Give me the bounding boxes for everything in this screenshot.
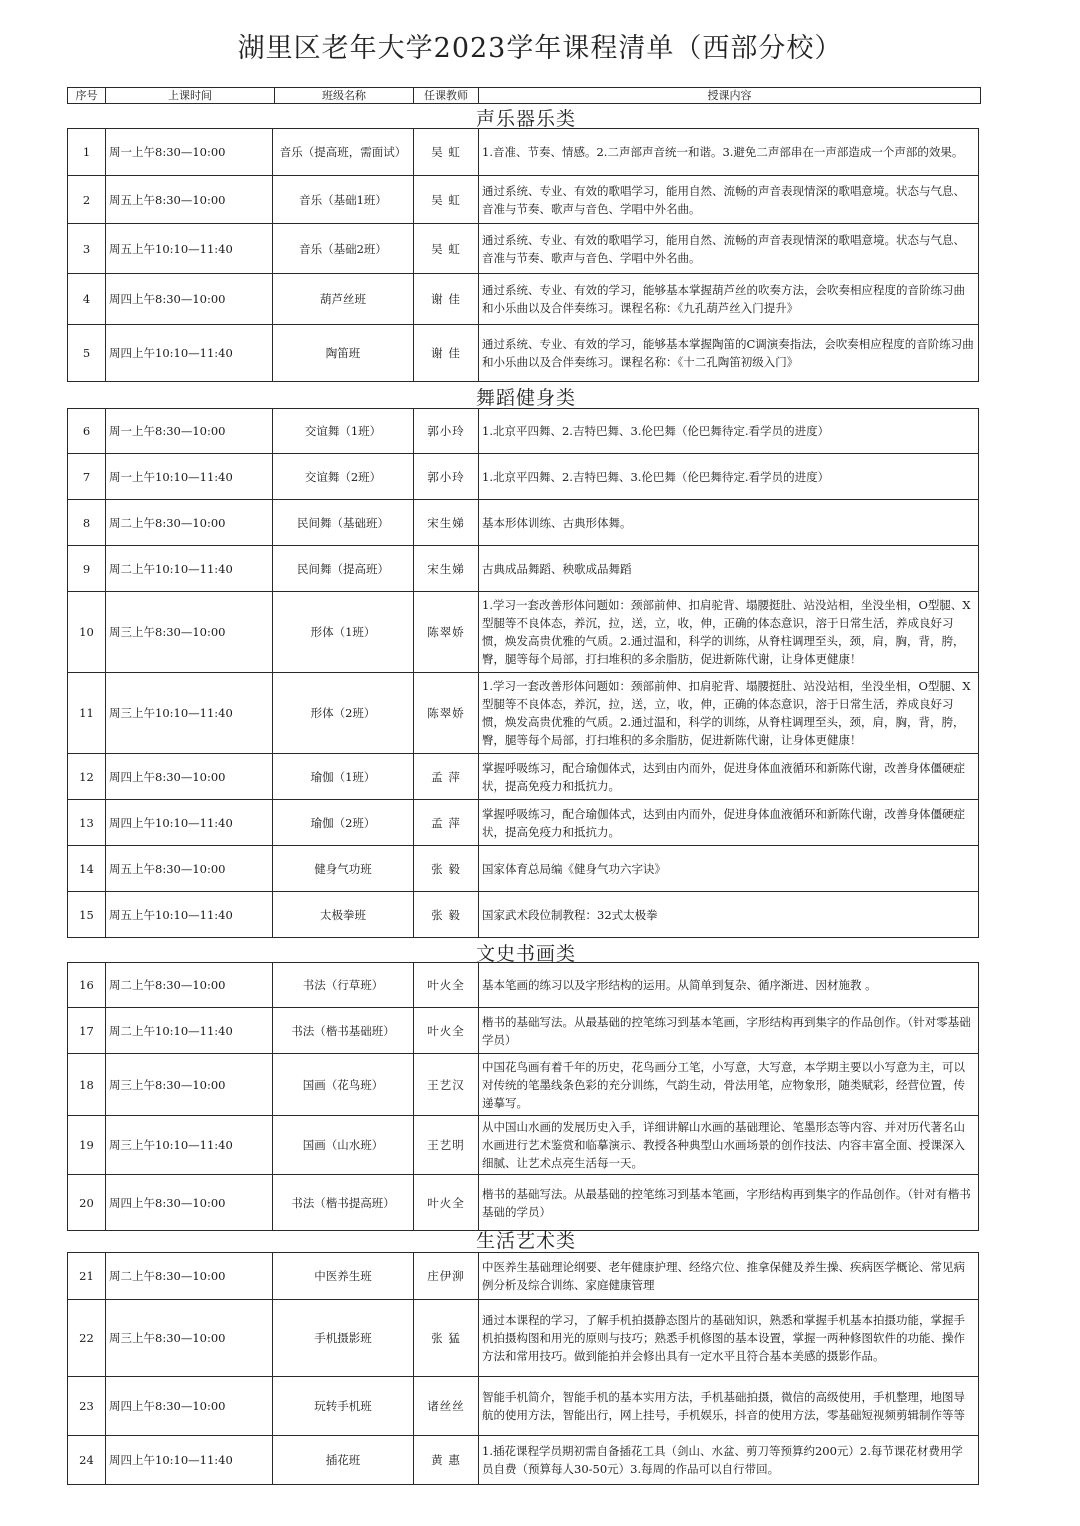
row-teacher: 宋生娣 [414,500,479,546]
row-teacher: 庄伊泖 [414,1253,479,1300]
row-content: 1.北京平四舞、2.吉特巴舞、3.伦巴舞（伦巴舞待定.看学员的进度） [479,454,979,500]
row-time: 周四上午8:30—10:00 [106,754,273,800]
row-class: 民间舞（提高班） [273,546,414,592]
row-teacher: 张 毅 [414,892,479,938]
row-content: 智能手机简介，智能手机的基本实用方法，手机基础拍摄，微信的高级使用，手机整理，地图导航的使用方法，智能出行，网上挂号，手机娱乐，抖音的使用方法，零基础短视频剪辑制作等等 [479,1377,979,1436]
header-content: 授课内容 [479,88,981,104]
table-row [68,176,979,224]
row-teacher: 张 猛 [414,1300,479,1377]
row-content: 基本笔画的练习以及字形结构的运用。从简单到复杂、循序渐进、因材施教 。 [479,963,979,1008]
row-class: 书法（行草班） [273,963,414,1008]
row-time: 周五上午10:10—11:40 [106,892,273,938]
row-content: 楷书的基础写法。从最基础的控笔练习到基本笔画，字形结构再到集字的作品创作。（针对零基础学员） [479,1008,979,1054]
section-title: 生活艺术类 [475,1230,576,1252]
row-content: 中国花鸟画有着千年的历史，花鸟画分工笔，小写意，大写意，本学期主要以小写意为主，可以对传统的笔墨线条色彩的充分训练，气韵生动，骨法用笔，应物象形，随类赋彩，经营位置，传递摹写。 [479,1054,979,1116]
row-class: 中医养生班 [273,1253,414,1300]
section-table [67,128,979,382]
section-table [67,1252,979,1485]
table-row [68,409,979,454]
table-row [68,1116,979,1175]
row-no: 20 [68,1175,106,1231]
table-row [68,754,979,800]
row-time: 周五上午8:30—10:00 [106,176,273,224]
table-row [68,592,979,673]
row-content: 通过本课程的学习，了解手机拍摄静态图片的基础知识，熟悉和掌握手机基本拍摄功能，掌握手机拍摄构图和用光的原则与技巧；熟悉手机修图的基本设置，掌握一两种修图软件的功能、操作方法和常用技巧。做到能拍并会修出具有一定水平且符合基本美感的摄影作品。 [479,1300,979,1377]
row-no: 6 [68,409,106,454]
row-teacher: 吴 虹 [414,129,479,176]
row-no: 18 [68,1054,106,1116]
row-no: 16 [68,963,106,1008]
header-table [67,87,981,104]
row-no: 5 [68,325,106,382]
row-no: 3 [68,224,106,274]
row-teacher: 吴 虹 [414,176,479,224]
row-time: 周五上午8:30—10:00 [106,846,273,892]
row-content: 通过系统、专业、有效的学习，能够基本掌握葫芦丝的吹奏方法，会吹奏相应程度的音阶练习曲和小乐曲以及合伴奏练习。课程名称：《九孔葫芦丝入门提升》 [479,274,979,325]
row-class: 交谊舞（2班） [273,454,414,500]
row-no: 21 [68,1253,106,1300]
table-row [68,325,979,382]
row-time: 周三上午8:30—10:00 [106,592,273,673]
row-teacher: 谢 佳 [414,325,479,382]
row-time: 周一上午8:30—10:00 [106,409,273,454]
row-time: 周五上午10:10—11:40 [106,224,273,274]
row-class: 手机摄影班 [273,1300,414,1377]
row-content: 从中国山水画的发展历史入手，详细讲解山水画的基础理论、笔墨形态等内容、并对历代著名山水画进行艺术鉴赏和临摹演示、教授各种典型山水画场景的创作技法、内容丰富全面、授课深入细腻、让艺术点亮生活每一天。 [479,1116,979,1175]
row-teacher: 王艺汉 [414,1054,479,1116]
row-time: 周三上午10:10—11:40 [106,1116,273,1175]
row-class: 书法（楷书提高班） [273,1175,414,1231]
header-row [68,88,981,104]
row-teacher: 叶火全 [414,963,479,1008]
row-class: 瑜伽（2班） [273,800,414,846]
row-class: 音乐（基础2班） [273,224,414,274]
row-time: 周二上午8:30—10:00 [106,1253,273,1300]
row-teacher: 宋生娣 [414,546,479,592]
row-content: 楷书的基础写法。从最基础的控笔练习到基本笔画，字形结构再到集字的作品创作。（针对有楷书基础的学员） [479,1175,979,1231]
table-row [68,1300,979,1377]
row-no: 14 [68,846,106,892]
row-no: 8 [68,500,106,546]
table-row [68,1377,979,1436]
row-time: 周四上午10:10—11:40 [106,800,273,846]
row-class: 国画（花鸟班） [273,1054,414,1116]
row-class: 插花班 [273,1436,414,1485]
row-time: 周二上午10:10—11:40 [106,1008,273,1054]
row-no: 12 [68,754,106,800]
section-title: 舞蹈健身类 [475,387,576,409]
row-class: 健身气功班 [273,846,414,892]
section-table [67,408,979,938]
header-teacher: 任课教师 [414,88,479,104]
table-row [68,892,979,938]
table-row [68,274,979,325]
row-time: 周四上午8:30—10:00 [106,274,273,325]
table-row [68,224,979,274]
row-no: 17 [68,1008,106,1054]
row-time: 周一上午10:10—11:40 [106,454,273,500]
row-no: 23 [68,1377,106,1436]
row-teacher: 吴 虹 [414,224,479,274]
table-row [68,546,979,592]
row-teacher: 黄 惠 [414,1436,479,1485]
row-content: 1.插花课程学员期初需自备插花工具（剑山、水盆、剪刀等预算约200元）2.每节课花材费用学员自费（预算每人30-50元）3.每周的作品可以自行带回。 [479,1436,979,1485]
row-time: 周一上午8:30—10:00 [106,129,273,176]
table-row [68,1008,979,1054]
row-teacher: 郭小玲 [414,454,479,500]
row-no: 10 [68,592,106,673]
row-class: 形体（1班） [273,592,414,673]
row-class: 音乐（提高班，需面试） [273,129,414,176]
row-time: 周二上午8:30—10:00 [106,500,273,546]
table-row [68,1175,979,1231]
row-content: 国家体育总局编《健身气功六字诀》 [479,846,979,892]
row-class: 玩转手机班 [273,1377,414,1436]
row-content: 中医养生基础理论纲要、老年健康护理、经络穴位、推拿保健及养生操、疾病医学概论、常见病例分析及综合训练、家庭健康管理 [479,1253,979,1300]
header-time: 上课时间 [106,88,275,104]
row-no: 24 [68,1436,106,1485]
row-time: 周三上午8:30—10:00 [106,1054,273,1116]
row-no: 19 [68,1116,106,1175]
row-time: 周四上午8:30—10:00 [106,1377,273,1436]
row-no: 9 [68,546,106,592]
row-content: 1.音准、节奏、情感。2.二声部声音统一和谐。3.避免二声部串在一声部造成一个声部的效果。 [479,129,979,176]
table-row [68,129,979,176]
row-teacher: 陈翠娇 [414,592,479,673]
row-content: 通过系统、专业、有效的学习，能够基本掌握陶笛的C调演奏指法，会吹奏相应程度的音阶练习曲和小乐曲以及合伴奏练习。课程名称：《十二孔陶笛初级入门》 [479,325,979,382]
row-teacher: 陈翠娇 [414,673,479,754]
row-time: 周四上午8:30—10:00 [106,1175,273,1231]
row-content: 1.学习一套改善形体问题如：颈部前伸、扣肩驼背、塌腰挺肚、站没站相，坐没坐相，O型腿、X型腿等不良体态，养沉，拉，送，立，收，伸，正确的体态意识，溶于日常生活，养成良好习惯，焕发高贵优雅的气质。2.通过温和，科学的训练，从脊柱调理至头，颈，肩，胸，背，胯，臀，腿等每个局部，打扫堆积的多余脂肪，促进新陈代谢，让身体更健康！ [479,673,979,754]
row-time: 周二上午8:30—10:00 [106,963,273,1008]
row-content: 古典成品舞蹈、秧歌成品舞蹈 [479,546,979,592]
table-row [68,963,979,1008]
table-row [68,800,979,846]
row-class: 瑜伽（1班） [273,754,414,800]
table-row [68,1253,979,1300]
header-no: 序号 [68,88,106,104]
row-no: 2 [68,176,106,224]
table-row [68,846,979,892]
row-time: 周三上午8:30—10:00 [106,1300,273,1377]
row-content: 1.学习一套改善形体问题如：颈部前伸、扣肩驼背、塌腰挺肚、站没站相，坐没坐相，O型腿、X型腿等不良体态，养沉，拉，送，立，收，伸，正确的体态意识，溶于日常生活，养成良好习惯，焕发高贵优雅的气质。2.通过温和，科学的训练，从脊柱调理至头，颈，肩，胸，背，胯，臀，腿等每个局部，打扫堆积的多余脂肪，促进新陈代谢，让身体更健康！ [479,592,979,673]
row-content: 掌握呼吸练习，配合瑜伽体式，达到由内而外，促进身体血液循环和新陈代谢，改善身体僵硬症状，提高免疫力和抵抗力。 [479,800,979,846]
table-row [68,454,979,500]
page-title: 湖里区老年大学2023学年课程清单（西部分校） [237,33,843,64]
row-teacher: 诸丝丝 [414,1377,479,1436]
row-content: 基本形体训练、古典形体舞。 [479,500,979,546]
row-content: 掌握呼吸练习，配合瑜伽体式，达到由内而外，促进身体血液循环和新陈代谢，改善身体僵硬症状，提高免疫力和抵抗力。 [479,754,979,800]
row-time: 周二上午10:10—11:40 [106,546,273,592]
row-no: 15 [68,892,106,938]
section-title: 文史书画类 [475,943,576,965]
row-teacher: 郭小玲 [414,409,479,454]
row-teacher: 谢 佳 [414,274,479,325]
row-no: 1 [68,129,106,176]
row-class: 书法（楷书基础班） [273,1008,414,1054]
row-teacher: 王艺明 [414,1116,479,1175]
table-row [68,500,979,546]
section-title: 声乐器乐类 [475,108,576,130]
table-row [68,673,979,754]
row-teacher: 孟 萍 [414,800,479,846]
row-no: 13 [68,800,106,846]
table-row [68,1054,979,1116]
row-content: 国家武术段位制教程：32式太极拳 [479,892,979,938]
row-teacher: 张 毅 [414,846,479,892]
row-class: 太极拳班 [273,892,414,938]
row-class: 交谊舞（1班） [273,409,414,454]
row-no: 7 [68,454,106,500]
row-class: 陶笛班 [273,325,414,382]
row-no: 22 [68,1300,106,1377]
row-teacher: 叶火全 [414,1008,479,1054]
row-teacher: 孟 萍 [414,754,479,800]
row-no: 11 [68,673,106,754]
header-class: 班级名称 [275,88,414,104]
row-content: 通过系统、专业、有效的歌唱学习，能用自然、流畅的声音表现情深的歌唱意境。状态与气息、音准与节奏、歌声与音色、学唱中外名曲。 [479,224,979,274]
row-class: 葫芦丝班 [273,274,414,325]
row-content: 1.北京平四舞、2.吉特巴舞、3.伦巴舞（伦巴舞待定.看学员的进度） [479,409,979,454]
table-row [68,1436,979,1485]
row-no: 4 [68,274,106,325]
row-time: 周四上午10:10—11:40 [106,1436,273,1485]
row-time: 周三上午10:10—11:40 [106,673,273,754]
row-class: 国画（山水班） [273,1116,414,1175]
row-time: 周四上午10:10—11:40 [106,325,273,382]
section-table [67,962,979,1231]
row-content: 通过系统、专业、有效的歌唱学习，能用自然、流畅的声音表现情深的歌唱意境。状态与气息、音准与节奏、歌声与音色、学唱中外名曲。 [479,176,979,224]
row-teacher: 叶火全 [414,1175,479,1231]
row-class: 形体（2班） [273,673,414,754]
row-class: 音乐（基础1班） [273,176,414,224]
row-class: 民间舞（基础班） [273,500,414,546]
